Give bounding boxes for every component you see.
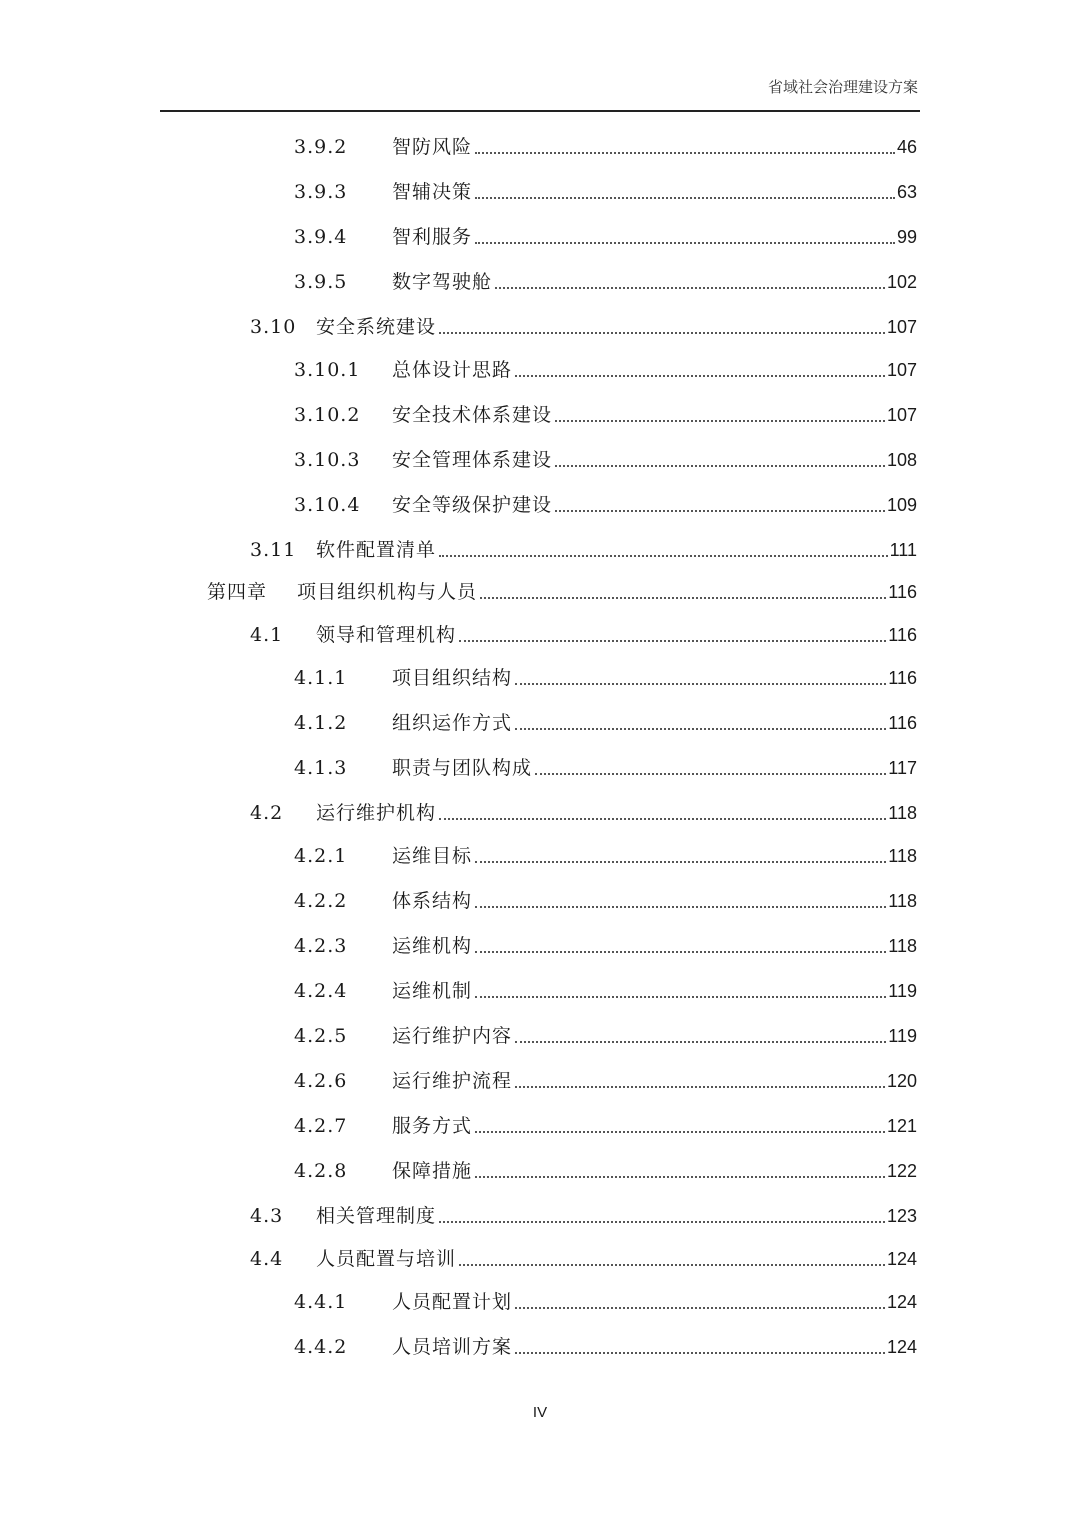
toc-entry-page: 118 (888, 803, 917, 823)
toc-entry-title: 安全等级保护建设 (392, 494, 553, 516)
toc-entry[interactable] (250, 535, 917, 565)
toc-dot-leader (459, 640, 886, 642)
toc-dot-leader (459, 1264, 885, 1266)
toc-entry-title: 智防风险 (392, 136, 473, 158)
toc-entry-page: 122 (886, 1161, 917, 1181)
toc-entry[interactable] (294, 931, 917, 961)
toc-dot-leader (515, 1352, 885, 1354)
toc-entry-page: 120 (886, 1071, 917, 1091)
document-title: 省域社会治理建设方案 (767, 78, 918, 96)
toc-entry[interactable] (294, 1021, 917, 1051)
toc-entry-title: 保障措施 (392, 1160, 473, 1182)
toc-dot-leader (515, 683, 886, 685)
toc-entry-number: 3.9.5 (294, 271, 348, 293)
toc-entry[interactable] (294, 355, 917, 385)
toc-entry[interactable] (250, 1244, 917, 1274)
toc-entry[interactable] (294, 976, 917, 1006)
toc-entry-title: 运行维护机构 (316, 802, 437, 824)
toc-entry-page: 117 (888, 758, 917, 778)
toc-entry-number: 4.2 (250, 802, 284, 824)
toc-entry-title: 运行维护内容 (392, 1025, 513, 1047)
toc-entry-page: 116 (888, 625, 917, 645)
toc-entry[interactable] (294, 663, 917, 693)
toc-entry-number: 4.3 (250, 1205, 284, 1227)
toc-entry-title: 人员培训方案 (392, 1336, 513, 1358)
toc-dot-leader (475, 1131, 885, 1133)
toc-entry-title: 安全系统建设 (316, 316, 437, 338)
toc-dot-leader (475, 152, 895, 154)
toc-dot-leader (555, 510, 885, 512)
toc-entry[interactable] (294, 753, 917, 783)
toc-entry-number: 4.2.3 (294, 935, 348, 957)
toc-entry-page: 124 (886, 1337, 917, 1357)
toc-entry-page: 116 (888, 713, 917, 733)
toc-entry-number: 4.4.1 (294, 1291, 348, 1313)
toc-dot-leader (439, 555, 888, 557)
toc-dot-leader (475, 242, 895, 244)
toc-entry-page: 118 (888, 846, 917, 866)
toc-entry-title: 运维机制 (392, 980, 473, 1002)
toc-entry-title: 职责与团队构成 (392, 757, 533, 779)
toc-entry[interactable] (294, 1111, 917, 1141)
toc-dot-leader (439, 332, 885, 334)
toc-entry-page: 116 (888, 668, 917, 688)
toc-entry-number: 4.2.7 (294, 1115, 348, 1137)
toc-dot-leader (439, 818, 886, 820)
toc-entry-number: 4.2.5 (294, 1025, 348, 1047)
toc-entry-number: 4.1 (250, 624, 284, 646)
toc-entry[interactable] (294, 132, 917, 162)
toc-dot-leader (439, 1221, 885, 1223)
toc-entry-page: 124 (886, 1292, 917, 1312)
toc-entry-number: 3.10.2 (294, 404, 361, 426)
toc-entry-title: 体系结构 (392, 890, 473, 912)
toc-dot-leader (475, 906, 886, 908)
toc-dot-leader (555, 420, 885, 422)
toc-entry-title: 安全技术体系建设 (392, 404, 553, 426)
toc-entry-number: 4.2.8 (294, 1160, 348, 1182)
toc-entry-title: 软件配置清单 (316, 539, 437, 561)
toc-entry-number: 3.9.3 (294, 181, 348, 203)
toc-entry[interactable] (294, 708, 917, 738)
toc-entry-page: 119 (888, 1026, 917, 1046)
toc-dot-leader (515, 1041, 886, 1043)
toc-entry-title: 智辅决策 (392, 181, 473, 203)
toc-entry-number: 3.11 (250, 539, 297, 561)
toc-entry-page: 102 (886, 272, 917, 292)
toc-entry-title: 人员配置计划 (392, 1291, 513, 1313)
toc-dot-leader (475, 1176, 885, 1178)
toc-entry-title: 相关管理制度 (316, 1205, 437, 1227)
toc-dot-leader (475, 996, 886, 998)
toc-entry[interactable] (294, 267, 917, 297)
toc-dot-leader (515, 728, 886, 730)
toc-entry-number: 4.2.4 (294, 980, 348, 1002)
toc-entry-page: 63 (896, 182, 917, 202)
toc-dot-leader (475, 861, 886, 863)
toc-entry[interactable] (294, 1066, 917, 1096)
toc-entry-page: 116 (888, 582, 917, 602)
toc-entry-number: 3.9.4 (294, 226, 348, 248)
toc-entry[interactable] (250, 620, 917, 650)
toc-dot-leader (515, 375, 885, 377)
toc-entry-title: 总体设计思路 (392, 359, 513, 381)
page-number: IV (532, 1404, 548, 1421)
toc-dot-leader (515, 1086, 885, 1088)
toc-entry-title: 服务方式 (392, 1115, 473, 1137)
toc-entry-title: 运行维护流程 (392, 1070, 513, 1092)
toc-entry-page: 123 (886, 1206, 917, 1226)
toc-entry-number: 第四章 (207, 581, 268, 603)
toc-entry-number: 4.4 (250, 1248, 284, 1270)
toc-entry-number: 4.2.2 (294, 890, 348, 912)
toc-entry-number: 4.2.1 (294, 845, 348, 867)
toc-entry-number: 4.1.1 (294, 667, 348, 689)
toc-entry-page: 118 (888, 891, 917, 911)
toc-entry-page: 46 (896, 137, 917, 157)
toc-entry-title: 人员配置与培训 (316, 1248, 457, 1270)
toc-dot-leader (515, 1307, 885, 1309)
toc-entry[interactable] (250, 1201, 917, 1231)
toc-entry-number: 4.1.2 (294, 712, 348, 734)
toc-entry-page: 109 (886, 495, 917, 515)
toc-entry-page: 119 (888, 981, 917, 1001)
toc-entry-page: 107 (886, 317, 917, 337)
toc-entry-page: 118 (888, 936, 917, 956)
toc-entry-page: 99 (896, 227, 917, 247)
toc-entry[interactable] (294, 400, 917, 430)
toc-entry-title: 运维目标 (392, 845, 473, 867)
toc-entry-number: 4.1.3 (294, 757, 348, 779)
toc-entry-title: 智利服务 (392, 226, 473, 248)
toc-entry-number: 3.10.3 (294, 449, 361, 471)
toc-entry-page: 124 (886, 1249, 917, 1269)
toc-entry-title: 安全管理体系建设 (392, 449, 553, 471)
toc-entry[interactable] (250, 798, 917, 828)
toc-entry-title: 数字驾驶舱 (392, 271, 493, 293)
toc-entry[interactable] (294, 1156, 917, 1186)
toc-entry-title: 项目组织结构 (392, 667, 513, 689)
toc-entry[interactable] (294, 841, 917, 871)
toc-entry-page: 107 (886, 405, 917, 425)
toc-entry-number: 3.10 (250, 316, 297, 338)
toc-entry[interactable] (294, 1332, 917, 1362)
toc-entry[interactable] (294, 445, 917, 475)
toc-entry[interactable] (294, 1287, 917, 1317)
header-divider (160, 110, 920, 112)
toc-entry-title: 运维机构 (392, 935, 473, 957)
toc-entry-number: 3.9.2 (294, 136, 348, 158)
toc-dot-leader (480, 597, 886, 599)
toc-entry-page: 108 (886, 450, 917, 470)
toc-entry-title: 项目组织机构与人员 (297, 581, 478, 603)
toc-entry-number: 4.4.2 (294, 1336, 348, 1358)
toc-entry-number: 3.10.4 (294, 494, 361, 516)
toc-entry[interactable] (294, 222, 917, 252)
toc-entry-number: 4.2.6 (294, 1070, 348, 1092)
toc-entry-page: 121 (886, 1116, 917, 1136)
toc-entry[interactable] (294, 886, 917, 916)
toc-entry-title: 组织运作方式 (392, 712, 513, 734)
toc-entry-page: 107 (886, 360, 917, 380)
toc-dot-leader (475, 197, 895, 199)
toc-entry-page: 111 (889, 540, 917, 560)
toc-entry-number: 3.10.1 (294, 359, 361, 381)
toc-dot-leader (495, 287, 885, 289)
toc-entry[interactable] (207, 577, 917, 607)
toc-entry[interactable] (294, 490, 917, 520)
toc-dot-leader (535, 773, 886, 775)
toc-entry[interactable] (294, 177, 917, 207)
toc-dot-leader (475, 951, 886, 953)
toc-dot-leader (555, 465, 885, 467)
toc-entry-title: 领导和管理机构 (316, 624, 457, 646)
toc-entry[interactable] (250, 312, 917, 342)
